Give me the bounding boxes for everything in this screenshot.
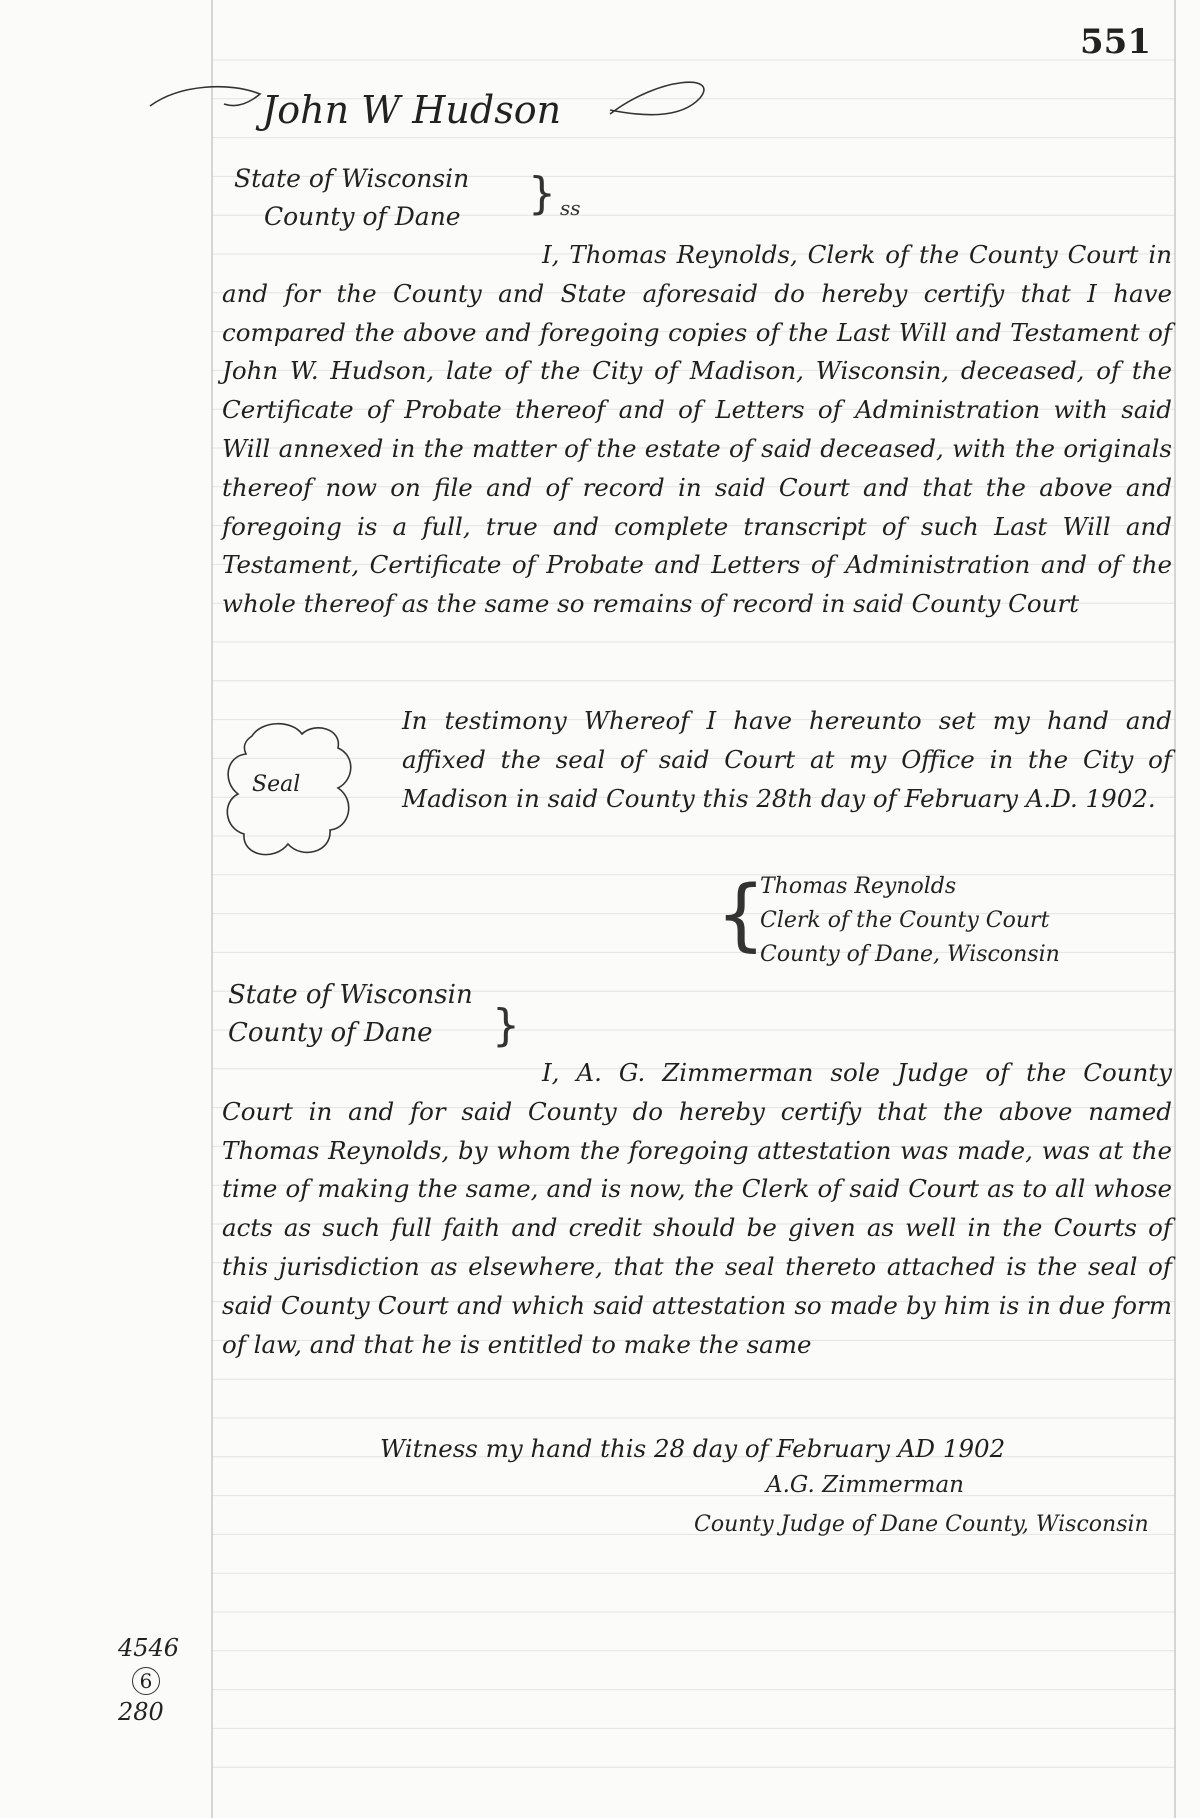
clerk-name: Thomas Reynolds — [760, 874, 957, 899]
venue-state-1: State of Wisconsin — [234, 164, 470, 193]
document-title: John W Hudson — [262, 88, 562, 132]
venue-brace-1: } — [528, 168, 556, 219]
venue-ss: ss — [560, 196, 581, 220]
file-note-line2: 6 — [132, 1667, 160, 1695]
venue-caption-1 — [234, 160, 469, 236]
witness-clause: Witness my hand this 28 day of February AD 1902 — [380, 1434, 1006, 1463]
testimony-clause: In testimony Whereof I have hereunto set my hand and affixed the seal of said Court at my Office in the City of Madison in said County this 28th day of February A.D. 1902. — [402, 706, 1172, 813]
signature-brace-1: { — [716, 870, 766, 960]
page-number: 551 — [1080, 22, 1151, 62]
court-seal — [222, 716, 362, 866]
seal-label: Seal — [252, 772, 301, 797]
judge-name: A.G. Zimmerman — [766, 1472, 964, 1498]
venue-county-2: County of Dane — [228, 1018, 433, 1048]
clerk-signature — [760, 870, 1060, 972]
venue-caption-2 — [228, 976, 473, 1052]
file-note-line3: 280 — [118, 1698, 164, 1726]
clerk-county: County of Dane, Wisconsin — [760, 942, 1060, 967]
judge-title: County Judge of Dane County, Wisconsin — [694, 1512, 1149, 1537]
venue-county-1: County of Dane — [264, 202, 461, 231]
clerk-title: Clerk of the County Court — [760, 908, 1050, 933]
margin-file-note — [118, 1632, 179, 1728]
clerk-certificate-body: I, Thomas Reynolds, Clerk of the County Court in and for the County and State aforesaid do hereby certify that I have compared the above and foregoing copies of the Last Will and Testament of John W. Hudson, late of the City of Madison, Wisconsin, deceased, of the Certificate of Probate thereof and of Letters of Administration with said Will annexed in the matter of the estate of said deceased, with the originals thereof now on file and of record in said Court and that the above and foregoing is a full, true and complete transcript of such Last Will and Testament, Certificate of Probate and Letters of Administration and of the whole thereof as the same so remains of record in said County Court — [222, 240, 1172, 619]
venue-state-2: State of Wisconsin — [228, 980, 473, 1010]
judge-certificate-body: I, A. G. Zimmerman sole Judge of the County Court in and for said County do hereby certify that the above named Thomas Reynolds, by whom the foregoing attestation was made, was at the time of making the same, and is now, the Clerk of said Court as to all whose acts as such full faith and credit should be given as well in the Courts of this jurisdiction as elsewhere, that the seal thereto attached is the seal of said County Court and which said attestation so made by him is in due form of law, and that he is entitled to make the same — [222, 1058, 1172, 1359]
venue-brace-2: } — [492, 1000, 520, 1051]
file-note-line1: 4546 — [118, 1634, 180, 1662]
